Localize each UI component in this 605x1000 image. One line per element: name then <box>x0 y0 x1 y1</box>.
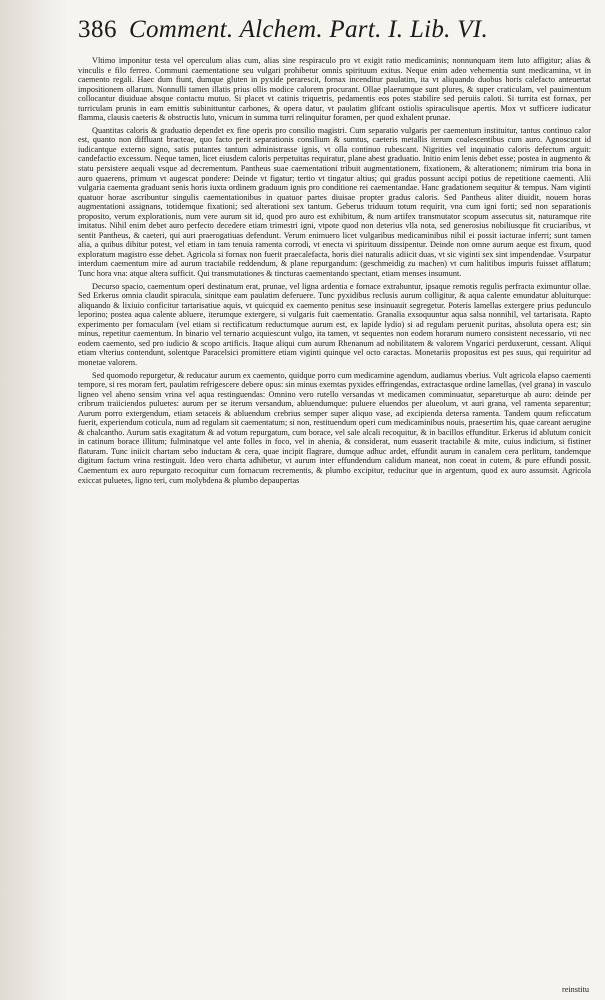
page-header <box>78 16 591 56</box>
paragraph: Decurso spacio, caementum operi destinatum erat, prunae, vel ligna ardentia e fornace extrahuntur, ipsaque remotis regulis perfracta eximuntur ollae. Sed Erkerus omnia claudit spiracula, sinitque eam paulatim deferuere. Tunc pyxidibus reclusis aurum colligitur, & aqua calente emundatur abluiturque: aliquando & lixiuio conficitur tartarisatiue aquis, vt quicquid ex caemento penitus sese insinuauit segregetur. Poteris lamellas extergere prius pedunculo leporino; postea aqua calente abluere, iterumque extergere, si vulgaris fuit caementatio. Granalia exsoquuntur aqua salsa nonnihil, vel tartarisata. Rapto experimento per fornaculam (vel etiam si rectificatum reductumque aurum est, ex lapide lydio) si ad regulam peruenit puritas, absoluta opera est; sin minus, repetitur caementum. In binario vel ternario acquiescunt vulgo, ita tamen, vt sequentes non eodem horarum numero consistent necessario, vti nec eodem caemento, sed pro iudicio & scopo artificis. Itaque aliqui cum aurum Rhenanum ad nobilitatem & valorem Vngarici perduxerunt, cessant. Aliqui etiam vlterius contendunt, solentque Paracelsici promittere etiam viginti quinque vel octo caractas. Monetariis propositus est pes suus, qui requiritur ad monetae valorem. <box>78 281 591 367</box>
page-binding-shadow <box>0 0 70 1000</box>
catchword: reinstitu <box>561 985 589 994</box>
body-text <box>78 56 591 485</box>
paragraph: Sed quomodo repurgetur, & reducatur aurum ex caemento, quidque porro cum medicamine agendum, audiamus vberius. Vult agricola elapso caementi tempore, si res moram fert, paulatim refrigescere debere opus: sin minus exemtas pyxides effringendas, extractasque ordine lamellas, (vel grana) in vasculo ligneo vel aheno sensim vrina vel aqua restinguendas: Omnino vero rutello versandas vt medicamen comminuatur, separeturque ab auro: deinde per cribrum traiiciendos puluetes: aurum per se iterum versandum, abluendumque: puluere eluendos per alueolum, vt auri grana, vel ramenta separentur; Aurum porro extergendum, etiam setaceis & abluendum crebrius semper super aliquo vase, ad excipienda detersa ramenta. Tandem quum reficcatum fuerit, experiendum coticula, num ad regulam sit caementatum; si non, restituendum operi cum medicaminibus nouis, praesertim his, quae careant aerugine & chalcantho. Aurum satis exagitatum & ad votum repurgatum, cum borace, vel sale alcali recoquitur, & in bacillos effunditur. Erkerus id ablutum conicit in catinum borace illitum; fulminatque vel ante folles in foco, vel in ahenia, & considerat, num euaserit tractabile & mite, cuius indicium, si fistiner flaturam. Tunc iniicit chartam sebo inductam & cera, quae incipit flagrare, dumque adhuc ardet, effundit aurum in canalem cera perlitum, tandemque digitum factum vrina restinguit. Ideo vero charta adhibetur, vt aurum inter effundendum calidum maneat, non coeat in cutem, & pure effundi possit. Caementum ex auro repurgato recoquitur cum fornacum recrementis, & plumbo excipitur, reducitur que in argentum, quod ex auro assumsit. Agricola exiccat puluetes, ligno teri, cum molybdena & plumbo depaupertas <box>78 370 591 485</box>
paragraph: Quantitas caloris & graduatio dependet ex fine operis pro consilio magistri. Cum separatio vulgaris per caementum instituitur, tantus continuo calor est, quanto non diffluant bracteae, quo facto perit separationis consilium & sumtus, caeteris metallis iterum coalescentibus cum auro. Agnoscunt id iudicantque externo signo, satis putantes tantum administrasse ignis, vt olla continuo rubescant. Nigrities vel inquinatio caloris defectum arguit: candefactio excessum. Neque tamen, licet eiusdem caloris perpetuitas requiratur, plane abest graduatio. Initio enim lenis debet esse; postea in augmento & statu persistere aequali vsque ad decrementum. Pantheus suae caementationi tribuit augmentationem, fixationem, & alterationem; nimirum tria bona in auro quaerens, primum vt augescat pondere: Deinde vt figatur; tertio vt tingatur altius; qui gradus possunt accipi potius de repetitione caementi. Alii vulgaria caementa graduant senis horis iuxta ordinem graduum ignis pro conditione rei caementandae. Hanc gradationem sequitur & tempus. Nam viginti quatuor horae ascribuntur singulis caementationibus in quatuor partes diuisae propter gradus caloris. Sed Pantheus aliter diuidit, nouem horas augmentationi assignans, totidemque fixationi; sed alterationi sex tantum. Geberus triduum totum requirit, vna cum igni forti; sed non separationis proposito, verum explorationis, num vere aurum sit id, quod pro auro est exhibitum, & num artifex transmutator scopum assecutus sit, naturamque rite imitatus. Nihil enim debet auro perfecto decedere etiam trimestri igni, vtpote quod non deterius vlla nota, sed generosius nobiliusque fit cruciaribus, vt sentit Pantheus, & caeteri, qui auri praerogatiuas defendunt. Verum enimuero licet vulgaribus medicaminibus nihil ei possit iacturae inferri; sunt tamen alia, a quibus dibitur potest, vel etiam in tam tenuia ramenta corrodi, vt enecta vi spirituum dissipentur. Deinde non omne aurum aeque est fixum, quod exploratum magistro esse debet. Agricola si fornax non fuerit praecalefacta, horis diei naturalis adiicit duas, vt sic viginti sex sint impendendae. Vsurpatur interdum caementum mire ad aurum tractabile reddendum, & plane repurgandum: (geschmeidig zu machen) vt cum halitibus impuris fuisset afflatum; Tunc hora vna: atque altera sufficit. Qui transmutationes & tincturas caementando spectant, etiam menses insumunt. <box>78 125 591 279</box>
paragraph: Vltimo imponitur testa vel operculum alias cum, alias sine respiraculo pro vt exigit ratio medicaminis; nonnunquam item luto affigitur; alias & vinculis e filo ferreo. Communi caementatione seu vulgari prohibetur omnis spirituum exitus. Neque enim adeo vehementia sunt medicamina, vt in caemento regali. Haec dum fiunt, dumque gluten in pyxide perarescit, fornax incenditur paulatim, ita vt aliquando duobus horis calefacto anteuertat impositionem ollarum. Nonnulli tamen illatis prius ollis modice calorem procurant. Ollae plaerumque sunt plures, & super craticulam, vel pauimentum collocantur diuiduae absque contactu mutuo. Si placet vt catinis triquetris, pedamentis eos potes stabilire sed peruiis caloti. Si turrita est fornax, per turriculam prunis in eam emittis subinittuntur carbones, & opera datur, vt paulatim glifcant ostiolis spiraculisque apertis. Mox vt sufficere iudicatur flamma, clausis caeteris & obstructis luto, vnicum in summa turri relinquitur foramen, per quod exhalent prunae. <box>78 56 591 123</box>
page-number: 386 <box>78 16 117 43</box>
running-title: Comment. Alchem. Part. I. Lib. VI. <box>129 16 489 43</box>
